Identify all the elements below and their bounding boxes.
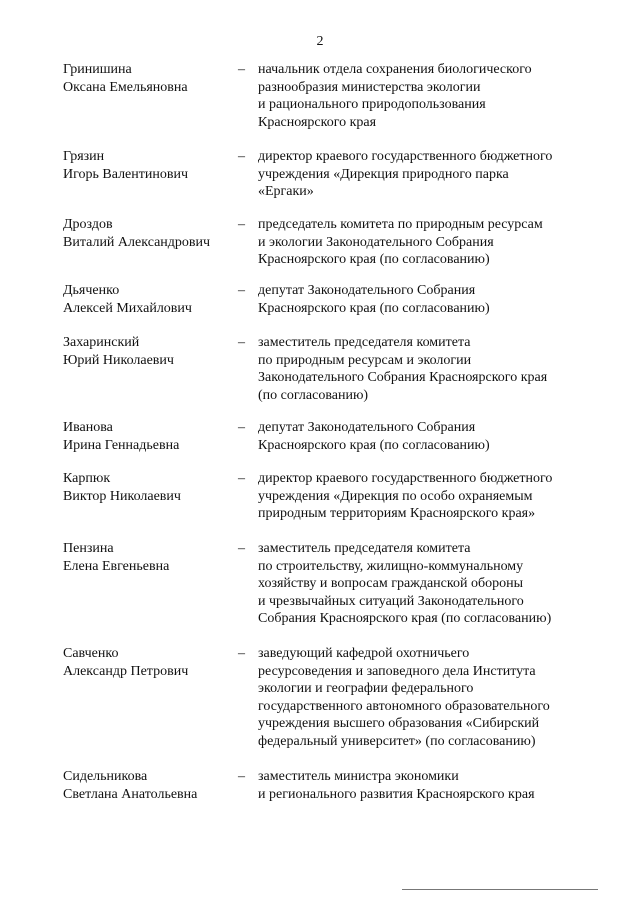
position-description: [258, 768, 618, 803]
person-name: [63, 645, 233, 680]
description-line: природным территориям Красноярского края»: [258, 506, 536, 521]
given-names: Ирина Геннадьевна: [63, 437, 180, 453]
surname: Дьяченко: [63, 283, 120, 298]
description-line: «Ергаки»: [258, 184, 314, 199]
position-description: [258, 419, 618, 454]
description-line: депутат Законодательного Собрания: [258, 420, 476, 435]
position-description: [258, 334, 618, 404]
dash-separator: –: [238, 217, 245, 232]
given-names: Игорь Валентинович: [63, 166, 189, 182]
description-line: и регионального развития Красноярского края: [258, 786, 535, 802]
footer-divider: [402, 889, 598, 890]
description-line: начальник отдела сохранения биологического: [258, 62, 532, 77]
description-line: заместитель председателя комитета: [258, 335, 471, 350]
given-names: Юрий Николаевич: [63, 352, 174, 368]
person-name: [63, 216, 233, 251]
description-line: Красноярского края (по согласованию): [258, 300, 490, 316]
person-name: [63, 540, 233, 575]
surname: Иванова: [63, 420, 113, 435]
description-line: и чрезвычайных ситуаций Законодательного: [258, 593, 524, 609]
surname: Дроздов: [63, 217, 113, 232]
given-names: Виталий Александрович: [63, 234, 211, 250]
surname: Карпюк: [63, 471, 111, 486]
description-line: ресурсоведения и заповедного дела Института: [258, 663, 536, 679]
surname: Захаринский: [63, 335, 140, 350]
description-line: заведующий кафедрой охотничьего: [258, 646, 470, 661]
description-line: депутат Законодательного Собрания: [258, 283, 476, 298]
given-names: Алексей Михайлович: [63, 300, 192, 316]
surname: Савченко: [63, 646, 119, 661]
position-description: [258, 470, 618, 523]
person-name: [63, 419, 233, 454]
dash-separator: –: [238, 646, 245, 661]
position-description: [258, 645, 618, 750]
dash-separator: –: [238, 62, 245, 77]
description-line: (по согласованию): [258, 387, 369, 403]
person-name: [63, 148, 233, 183]
description-line: заместитель министра экономики: [258, 769, 459, 784]
description-line: Красноярского края: [258, 114, 377, 130]
given-names: Светлана Анатольевна: [63, 786, 198, 802]
description-line: по строительству, жилищно-коммунальному: [258, 558, 524, 574]
description-line: директор краевого государственного бюджетного: [258, 149, 553, 164]
dash-separator: –: [238, 420, 245, 435]
description-line: директор краевого государственного бюджетного: [258, 471, 553, 486]
description-line: и рационального природопользования: [258, 97, 486, 112]
description-line: государственного автономного образовательного: [258, 698, 550, 714]
description-line: учреждения «Дирекция природного парка: [258, 166, 509, 182]
position-description: [258, 148, 618, 201]
surname: Гринишина: [63, 62, 132, 77]
given-names: Оксана Емельяновна: [63, 79, 188, 95]
description-line: учреждения высшего образования «Сибирский: [258, 716, 540, 731]
description-line: председатель комитета по природным ресурсам: [258, 217, 543, 232]
person-name: [63, 470, 233, 505]
description-line: разнообразия министерства экологии: [258, 79, 481, 95]
description-line: Красноярского края (по согласованию): [258, 437, 490, 453]
page-number: 2: [316, 34, 324, 49]
description-line: Собрания Красноярского края (по согласованию): [258, 611, 552, 626]
position-description: [258, 61, 618, 131]
description-line: Законодательного Собрания Красноярского края: [258, 370, 548, 385]
position-description: [258, 216, 618, 269]
surname: Пензина: [63, 541, 114, 556]
description-line: заместитель председателя комитета: [258, 541, 471, 556]
surname: Сидельникова: [63, 769, 148, 784]
description-line: по природным ресурсам и экологии: [258, 352, 472, 368]
position-description: [258, 540, 618, 628]
dash-separator: –: [238, 335, 245, 350]
position-description: [258, 282, 618, 317]
description-line: федеральный университет» (по согласованию): [258, 733, 536, 749]
person-name: [63, 334, 233, 369]
dash-separator: –: [238, 471, 245, 486]
dash-separator: –: [238, 283, 245, 298]
description-line: и экологии Законодательного Собрания: [258, 234, 494, 250]
person-name: [63, 282, 233, 317]
given-names: Виктор Николаевич: [63, 488, 181, 504]
person-name: [63, 61, 233, 96]
dash-separator: –: [238, 541, 245, 556]
description-line: Красноярского края (по согласованию): [258, 252, 490, 267]
description-line: экологии и географии федерального: [258, 681, 474, 696]
given-names: Александр Петрович: [63, 663, 189, 679]
dash-separator: –: [238, 769, 245, 784]
person-name: [63, 768, 233, 803]
description-line: учреждения «Дирекция по особо охраняемым: [258, 488, 533, 504]
given-names: Елена Евгеньевна: [63, 558, 170, 574]
surname: Грязин: [63, 149, 105, 164]
dash-separator: –: [238, 149, 245, 164]
description-line: хозяйству и вопросам гражданской обороны: [258, 576, 523, 591]
